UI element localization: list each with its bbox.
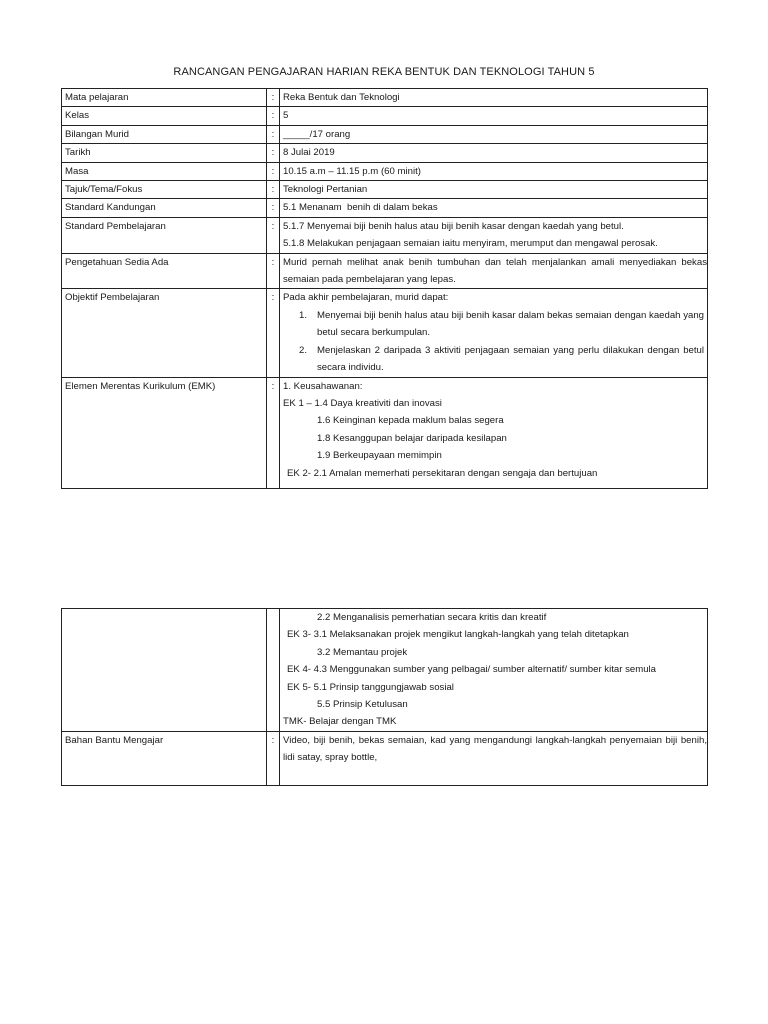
emk-line: EK 3- 3.1 Melaksanakan projek mengikut langkah-langkah yang telah ditetapkan <box>287 629 629 641</box>
row-value: 5 <box>280 107 708 125</box>
row-value: _____/17 orang <box>280 125 708 143</box>
row-label: Tajuk/Tema/Fokus <box>62 181 267 199</box>
row-value: Reka Bentuk dan Teknologi <box>280 89 708 107</box>
emk-line: TMK- Belajar dengan TMK <box>283 716 397 728</box>
row-label: Mata pelajaran <box>62 89 267 107</box>
table-row <box>62 125 708 143</box>
emk-line: 2.2 Menganalisis pemerhatian secara kritis dan kreatif <box>317 612 547 623</box>
row-value <box>280 217 708 253</box>
table-row <box>62 609 708 732</box>
colon: : <box>267 731 280 785</box>
emk-line: EK 1 – 1.4 Daya kreativiti dan inovasi <box>283 397 442 409</box>
list-text: Menyemai biji benih halus atau biji benih kasar dalam bekas semaian dengan kaedah yang betul secara berkumpulan. <box>317 309 704 339</box>
emk-line: 5.5 Prinsip Ketulusan <box>317 699 408 711</box>
lesson-plan-table-continued <box>61 608 708 786</box>
objective-intro: Pada akhir pembelajaran, murid dapat: <box>283 292 449 304</box>
row-value <box>280 289 708 377</box>
lesson-plan-table <box>61 88 708 489</box>
colon: : <box>267 162 280 180</box>
row-label: Bilangan Murid <box>62 125 267 143</box>
row-value: 5.1 Menanam benih di dalam bekas <box>280 199 708 217</box>
row-value <box>280 377 708 488</box>
row-value: 8 Julai 2019 <box>280 144 708 162</box>
colon: : <box>267 107 280 125</box>
table-row <box>62 89 708 107</box>
emk-line: EK 5- 5.1 Prinsip tanggungjawab sosial <box>287 681 454 693</box>
row-label: Pengetahuan Sedia Ada <box>62 253 267 289</box>
colon: : <box>267 253 280 289</box>
colon: : <box>267 217 280 253</box>
list-number: 1. <box>299 309 308 321</box>
colon: : <box>267 144 280 162</box>
row-value <box>280 609 708 732</box>
row-label: Kelas <box>62 107 267 125</box>
colon: : <box>267 125 280 143</box>
colon: : <box>267 89 280 107</box>
colon: : <box>267 181 280 199</box>
emk-line: 3.2 Memantau projek <box>317 646 408 658</box>
emk-line: EK 2- 2.1 Amalan memerhati persekitaran dengan sengaja dan bertujuan <box>287 467 598 479</box>
table-row <box>62 253 708 289</box>
table-row <box>62 144 708 162</box>
table-row <box>62 199 708 217</box>
table-row <box>62 162 708 180</box>
row-value: Teknologi Pertanian <box>280 181 708 199</box>
row-label: Bahan Bantu Mengajar <box>62 731 267 785</box>
emk-line: 1.8 Kesanggupan belajar daripada kesilapan <box>317 432 507 444</box>
colon: : <box>267 289 280 377</box>
table-row <box>62 107 708 125</box>
standard-line: 5.1.7 Menyemai biji benih halus atau biji benih kasar dengan kaedah yang betul. <box>283 220 624 232</box>
row-value: Video, biji benih, bekas semaian, kad yang mengandungi langkah-langkah penyemaian biji benih, lidi satay, spray bottle, <box>280 731 708 785</box>
table-row <box>62 181 708 199</box>
list-text: Menjelaskan 2 daripada 3 aktiviti penjagaan semaian yang perlu dilakukan dengan betul secara individu. <box>317 344 704 374</box>
list-number: 2. <box>299 344 308 356</box>
page-title: RANCANGAN PENGAJARAN HARIAN REKA BENTUK DAN TEKNOLOGI TAHUN 5 <box>173 66 595 78</box>
row-label: Masa <box>62 162 267 180</box>
colon <box>267 609 280 732</box>
list-item <box>283 307 707 342</box>
standard-line: 5.1.8 Melakukan penjagaan semaian iaitu menyiram, merumput dan mengawal perosak. <box>283 238 658 250</box>
row-label: Standard Kandungan <box>62 199 267 217</box>
emk-line: 1. Keusahawanan: <box>283 380 363 392</box>
row-label <box>62 609 267 732</box>
table-row <box>62 377 708 488</box>
list-item <box>283 342 707 377</box>
row-label: Objektif Pembelajaran <box>62 289 267 377</box>
colon: : <box>267 199 280 217</box>
row-label: Elemen Merentas Kurikulum (EMK) <box>62 377 267 488</box>
row-label: Tarikh <box>62 144 267 162</box>
emk-line: EK 4- 4.3 Menggunakan sumber yang pelbagai/ sumber alternatif/ sumber kitar semula <box>287 664 657 676</box>
table-row <box>62 289 708 377</box>
row-value: Murid pernah melihat anak benih tumbuhan dan telah menjalankan amali menyediakan bekas semaian pada pembelajaran yang lepas. <box>280 253 708 289</box>
emk-line: 1.9 Berkeupayaan memimpin <box>317 450 442 462</box>
table-row <box>62 217 708 253</box>
colon: : <box>267 377 280 488</box>
row-label: Standard Pembelajaran <box>62 217 267 253</box>
table-row <box>62 731 708 785</box>
emk-line: 1.6 Keinginan kepada maklum balas segera <box>317 415 504 427</box>
row-value: 10.15 a.m – 11.15 p.m (60 minit) <box>280 162 708 180</box>
